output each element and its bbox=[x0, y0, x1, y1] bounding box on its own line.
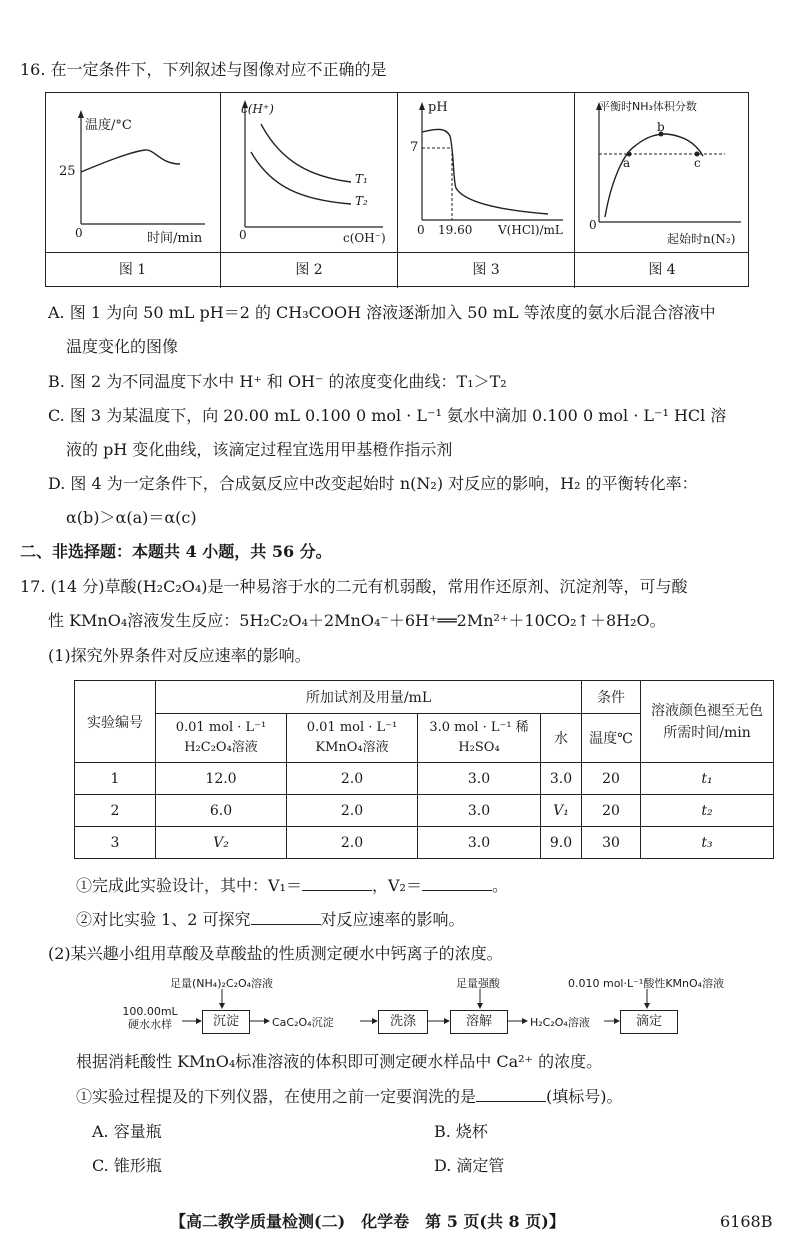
cell: t₃ bbox=[641, 827, 774, 859]
flow-cac2o4: CaC₂O₄沉淀 bbox=[272, 1016, 334, 1029]
cell: 3.0 bbox=[418, 795, 541, 827]
cell: 2.0 bbox=[287, 763, 418, 795]
flow-reagent-1: 足量(NH₄)₂C₂O₄溶液 bbox=[170, 977, 274, 990]
table-row bbox=[75, 795, 774, 827]
figure-table bbox=[45, 92, 749, 287]
cell: t₁ bbox=[641, 763, 774, 795]
q16-option-a: A. 图 1 为向 50 mL pH＝2 的 CH₃COOH 溶液逐渐加入 50 mL 等浓度的氨水后混合溶液中 bbox=[48, 303, 716, 322]
cell: 3.0 bbox=[541, 763, 582, 795]
header-time: 溶液颜色褪至无色所需时间/min bbox=[641, 681, 774, 763]
q16-option-a-cont: 温度变化的图像 bbox=[66, 337, 179, 356]
header-exp-id: 实验编号 bbox=[75, 681, 156, 763]
fig1-caption: 图 1 bbox=[45, 252, 221, 288]
cell: 6.0 bbox=[156, 795, 287, 827]
flow-sample: 100.00mL 硬水水样 bbox=[122, 1005, 178, 1031]
header-kmno4: 0.01 mol · L⁻¹ KMnO₄溶液 bbox=[287, 714, 418, 763]
cell: 1 bbox=[75, 763, 156, 795]
fig4-ylabel: 平衡时NH₃体积分数 bbox=[599, 100, 697, 113]
q2a-text-end: (填标号)。 bbox=[546, 1087, 623, 1106]
fig1-origin: 0 bbox=[75, 226, 83, 240]
q1b-text-end: 对反应速率的影响。 bbox=[320, 910, 465, 929]
figure-4 bbox=[575, 92, 749, 252]
choice-b: B. 烧杯 bbox=[434, 1122, 488, 1141]
answer-blank-factor[interactable] bbox=[251, 910, 321, 925]
flow-step-titrate: 滴定 bbox=[620, 1010, 678, 1034]
fig4-point-b: b bbox=[657, 120, 665, 134]
fig2-curve-t1: T₁ bbox=[355, 172, 368, 186]
fig4-xlabel: 起始时n(N₂) bbox=[667, 232, 736, 246]
flow-reagent-2: 足量强酸 bbox=[456, 977, 500, 990]
answer-blank-rinse[interactable] bbox=[476, 1087, 546, 1102]
flow-step-dissolve: 溶解 bbox=[450, 1010, 508, 1034]
cell: 20 bbox=[582, 795, 641, 827]
fig4-point-c: c bbox=[694, 156, 701, 170]
q17-1b bbox=[76, 910, 465, 930]
q17-part2: (2)某兴趣小组用草酸及草酸盐的性质测定硬水中钙离子的浓度。 bbox=[48, 944, 503, 963]
fig1-xlabel: 时间/min bbox=[147, 231, 203, 246]
page-footer: 【高二教学质量检测(二) 化学卷 第 5 页(共 8 页)】 bbox=[170, 1212, 565, 1231]
cell: 9.0 bbox=[541, 827, 582, 859]
cell: 2.0 bbox=[287, 795, 418, 827]
answer-blank-v1[interactable] bbox=[302, 876, 372, 891]
flow-h2c2o4: H₂C₂O₄溶液 bbox=[530, 1016, 590, 1029]
fig1-ytick: 25 bbox=[59, 164, 76, 179]
cell: 2.0 bbox=[287, 827, 418, 859]
cell: 3.0 bbox=[418, 827, 541, 859]
fig3-ylabel: pH bbox=[428, 100, 448, 115]
q16-option-c: C. 图 3 为某温度下，向 20.00 mL 0.100 0 mol · L⁻¹ 氨水中滴加 0.100 0 mol · L⁻¹ HCl 溶 bbox=[48, 406, 727, 425]
flow-step-precipitate: 沉淀 bbox=[202, 1010, 250, 1034]
q16-stem: 16. 在一定条件下，下列叙述与图像对应不正确的是 bbox=[20, 60, 387, 79]
fig4-origin: 0 bbox=[589, 218, 597, 232]
q17-stem: 17. (14 分)草酸(H₂C₂O₄)是一种易溶于水的二元有机弱酸，常用作还原剂、沉淀剂等，可与酸 bbox=[20, 577, 688, 596]
q2a-text: ①实验过程提及的下列仪器，在使用之前一定要润洗的是 bbox=[76, 1087, 477, 1106]
cell: 20 bbox=[582, 763, 641, 795]
fig3-ytick: 7 bbox=[410, 140, 419, 155]
cell: 3.0 bbox=[418, 763, 541, 795]
q16-option-b: B. 图 2 为不同温度下水中 H⁺ 和 OH⁻ 的浓度变化曲线：T₁＞T₂ bbox=[48, 372, 507, 391]
fig2-origin: 0 bbox=[239, 228, 247, 242]
experiment-table bbox=[74, 680, 774, 859]
section-heading: 二、非选择题：本题共 4 小题，共 56 分。 bbox=[20, 542, 332, 561]
q17-part1: (1)探究外界条件对反应速率的影响。 bbox=[48, 646, 311, 665]
header-reagents: 所加试剂及用量/mL bbox=[156, 681, 582, 714]
fig2-ylabel: c(H⁺) bbox=[241, 102, 274, 116]
flow-diagram bbox=[120, 975, 740, 1040]
flow-reagent-3: 0.010 mol·L⁻¹酸性KMnO₄溶液 bbox=[568, 977, 725, 990]
cell: V₁ bbox=[541, 795, 582, 827]
cell: 2 bbox=[75, 795, 156, 827]
fig4-point-a: a bbox=[623, 156, 631, 170]
header-condition: 条件 bbox=[582, 681, 641, 714]
fig2-curve-t2: T₂ bbox=[355, 194, 368, 208]
q17-1a bbox=[76, 876, 508, 896]
cell: V₂ bbox=[156, 827, 287, 859]
header-h2c2o4: 0.01 mol · L⁻¹ H₂C₂O₄溶液 bbox=[156, 714, 287, 763]
cell: 30 bbox=[582, 827, 641, 859]
table-row bbox=[75, 763, 774, 795]
answer-blank-v2[interactable] bbox=[422, 876, 492, 891]
q1a-text-end: 。 bbox=[491, 876, 508, 895]
fig2-caption: 图 2 bbox=[221, 252, 398, 288]
figure-2 bbox=[221, 92, 398, 252]
choice-a: A. 容量瓶 bbox=[92, 1122, 162, 1141]
cell: 12.0 bbox=[156, 763, 287, 795]
cell: t₂ bbox=[641, 795, 774, 827]
fig4-caption: 图 4 bbox=[575, 252, 749, 288]
figure-1 bbox=[45, 92, 221, 252]
q16-option-c-cont: 液的 pH 变化曲线，该滴定过程宜选用甲基橙作指示剂 bbox=[66, 440, 453, 459]
header-temperature: 温度℃ bbox=[582, 714, 641, 763]
q17-flow-note: 根据消耗酸性 KMnO₄标准溶液的体积即可测定硬水样品中 Ca²⁺ 的浓度。 bbox=[76, 1052, 603, 1071]
cell: 3 bbox=[75, 827, 156, 859]
fig3-xlabel: V(HCl)/mL bbox=[498, 223, 563, 237]
q1a-text: ①完成此实验设计，其中：V₁＝ bbox=[76, 876, 302, 895]
header-h2so4: 3.0 mol · L⁻¹ 稀 H₂SO₄ bbox=[418, 714, 541, 763]
exam-code: 6168B bbox=[720, 1212, 773, 1231]
fig3-caption: 图 3 bbox=[398, 252, 575, 288]
choice-c: C. 锥形瓶 bbox=[92, 1156, 162, 1175]
fig3-xtick: 19.60 bbox=[438, 223, 473, 237]
flow-step-wash: 洗涤 bbox=[378, 1010, 428, 1034]
q17-2a bbox=[76, 1087, 623, 1107]
q16-option-d-cont: α(b)＞α(a)＝α(c) bbox=[66, 508, 197, 527]
header-water: 水 bbox=[541, 714, 582, 763]
q17-stem-cont: 性 KMnO₄溶液发生反应：5H₂C₂O₄＋2MnO₄⁻＋6H⁺══2Mn²⁺＋10CO₂↑＋8H₂O。 bbox=[48, 611, 666, 630]
choice-d: D. 滴定管 bbox=[434, 1156, 505, 1175]
q16-option-d: D. 图 4 为一定条件下，合成氨反应中改变起始时 n(N₂) 对反应的影响，H₂ 的平衡转化率： bbox=[48, 474, 698, 493]
fig1-ylabel: 温度/°C bbox=[85, 118, 132, 133]
q1a-text-mid: ，V₂＝ bbox=[371, 876, 422, 895]
q1b-text: ②对比实验 1、2 可探究 bbox=[76, 910, 251, 929]
table-row bbox=[75, 827, 774, 859]
fig3-origin: 0 bbox=[417, 223, 425, 237]
figure-3 bbox=[398, 92, 575, 252]
fig2-xlabel: c(OH⁻) bbox=[343, 231, 386, 245]
